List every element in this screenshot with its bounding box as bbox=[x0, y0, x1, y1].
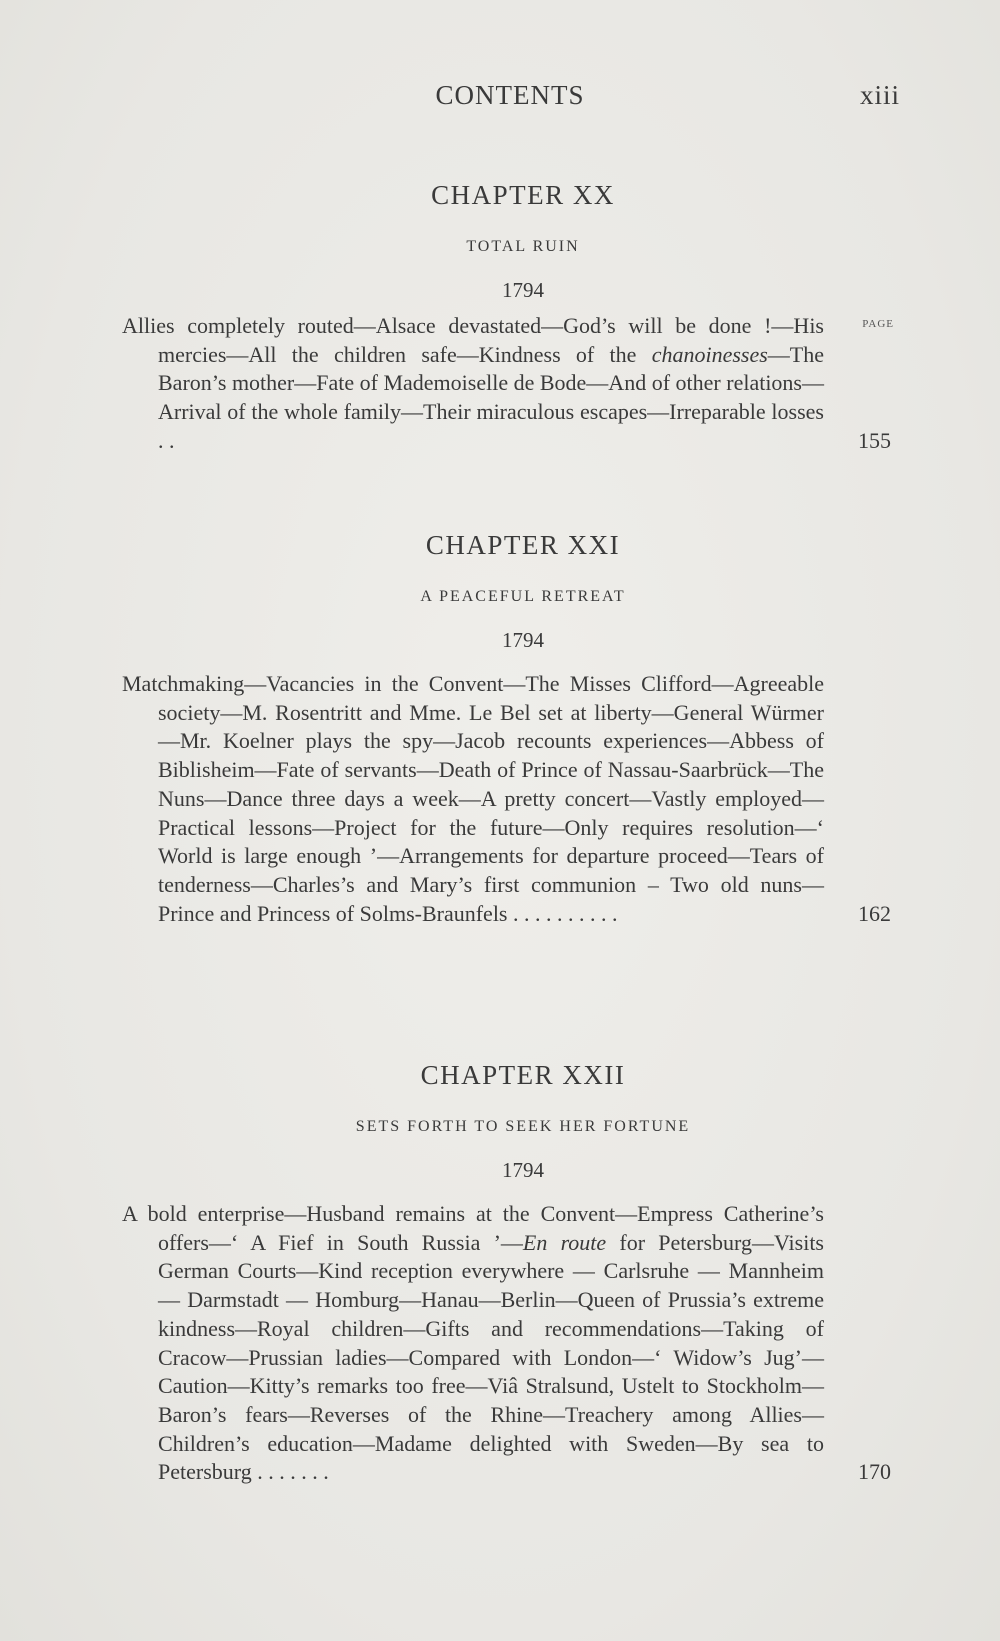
chapter-synopsis: Allies completely routed—Alsace devastated—God’s will be done !—His mercies—All the children safe—Kindness of the chanoinesses—The Baron’s mother—Fate of Mademoiselle de Bode—And of other relations—Arrival of the whole family—Their miraculous escapes—Irreparable losses . . 155 bbox=[122, 313, 891, 453]
chapter-heading: CHAPTER XXI bbox=[425, 530, 621, 560]
chapter-synopsis: Matchmaking—Vacancies in the Convent—The Misses Clifford—Agreeable society—M. Rosentritt and Mme. Le Bel set at liberty—General Würmer—Mr. Koelner plays the spy—Jacob recounts experiences—Abbess of Biblisheim—Fate of servants—Death of Prince of Nassau-Saarbrück—The Nuns—Dance three days a week—A pretty concert—Vastly employed—Practical lessons—Project for the future—Only requires resolution—‘ World is large enough ’—Arrangements for departure proceed—Tears of tenderness—Charles’s and Mary’s first communion – Two old nuns—Prince and Princess of Solms-Braunfels . . . . . . . . . . 162 bbox=[122, 671, 891, 926]
chapter-entry-xxi bbox=[122, 530, 894, 928]
dot-leader: . . . . . . . . . . bbox=[507, 900, 618, 926]
chapter-year: 1794 bbox=[502, 278, 544, 302]
synopsis-italic: En route bbox=[522, 1229, 607, 1255]
dot-leader: . . . . . . . bbox=[251, 1459, 329, 1485]
chapter-title: A PEACEFUL RETREAT bbox=[420, 588, 626, 605]
running-title: CONTENTS bbox=[435, 80, 585, 110]
page-folio: xiii bbox=[859, 80, 900, 110]
synopsis-italic: chanoinesses bbox=[651, 341, 768, 367]
chapter-synopsis: A bold enterprise—Husband remains at the Convent—Empress Catherine’s offers—‘ A Fief in South Russia ’—En route for Petersburg—Visits German Courts—Kind reception everywhere — Carlsruhe — Mannheim — Darmstadt — Homburg—Hanau—Berlin—Queen of Prussia’s extreme kindness—Royal children—Gifts and recommendations—Taking of Cracow—Prussian ladies—Compared with London—‘ Widow’s Jug’—Caution—Kitty’s remarks too free—Viâ Stralsund, Ustelt to Stockholm—Baron’s fears—Reverses of the Rhine—Treachery among Allies—Children’s education—Madame delighted with Sweden—By sea to Petersburg . . . . . . . 170 bbox=[122, 1201, 891, 1485]
chapter-entry-xxii bbox=[122, 1060, 894, 1487]
synopsis-text: for Petersburg—Visits German Courts—Kind reception everywhere — Carlsruhe — Mannheim — Darmstadt — Homburg—Hanau—Berlin—Queen of Prussia’s extreme kindness—Royal children—Gifts and recommendations—Taking of Cracow—Prussian ladies—Compared with London—‘ Widow’s Jug’—Caution—Kitty’s remarks too free—Viâ Stralsund, Ustelt to Stockholm—Baron’s fears—Reverses of the Rhine—Treachery among Allies—Children’s education—Madame delighted with Sweden—By sea to Petersburg bbox=[158, 1229, 824, 1485]
chapter-heading: CHAPTER XX bbox=[431, 180, 615, 210]
running-head bbox=[120, 80, 900, 120]
page-column-label: PAGE bbox=[862, 318, 894, 330]
synopsis-text: Matchmaking—Vacancies in the Convent—The Misses Clifford—Agreeable society—M. Rosentritt and Mme. Le Bel set at liberty—General Würmer—Mr. Koelner plays the spy—Jacob recounts experiences—Abbess of Biblisheim—Fate of servants—Death of Prince of Nassau-Saarbrück—The Nuns—Dance three days a week—A pretty concert—Vastly employed—Practical lessons—Project for the future—Only requires resolution—‘ World is large enough ’—Arrangements for departure proceed—Tears of tenderness—Charles’s and Mary’s first communion – Two old nuns—Prince and Princess of Solms-Braunfels bbox=[122, 671, 824, 926]
chapter-heading: CHAPTER XXII bbox=[420, 1060, 626, 1090]
chapter-year: 1794 bbox=[502, 628, 544, 652]
chapter-title: TOTAL RUIN bbox=[466, 238, 580, 255]
synopsis-text: Allies completely routed—Alsace devastated—God’s will be done !—His mercies—All the children safe—Kindness of the bbox=[122, 313, 824, 367]
chapter-entry-xx bbox=[122, 180, 894, 456]
dot-leader: . . bbox=[158, 427, 175, 453]
chapter-year: 1794 bbox=[502, 1158, 544, 1182]
chapter-title: SETS FORTH TO SEEK HER FORTUNE bbox=[355, 1118, 691, 1135]
synopsis-text: —The Baron’s mother—Fate of Mademoiselle de Bode—And of other relations—Arrival of the whole family—Their miraculous escapes—Irreparable losses bbox=[158, 341, 824, 425]
synopsis-text: A bold enterprise—Husband remains at the Convent—Empress Catherine’s offers—‘ A Fief in South Russia ’— bbox=[122, 1201, 824, 1255]
